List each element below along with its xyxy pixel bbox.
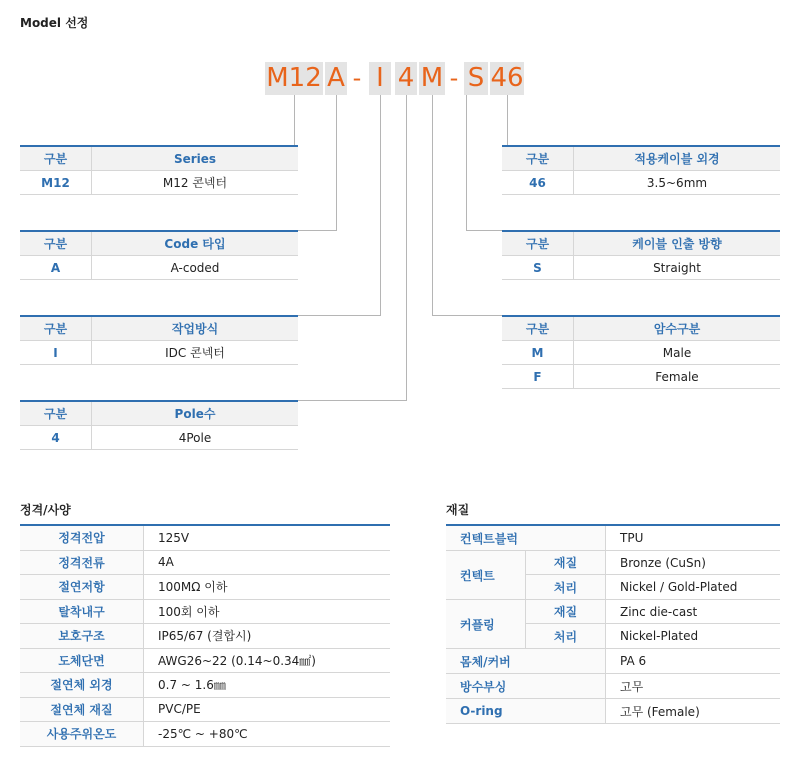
rating-value: 4A	[158, 555, 174, 570]
method-value: IDC 콘넥터	[165, 346, 225, 360]
cable-table	[502, 145, 780, 195]
series-table-h2: Series	[173, 151, 217, 166]
gender-table-header	[502, 317, 780, 341]
code-type-value: A-coded	[170, 260, 220, 275]
rating-value: IP65/67 (결합시)	[158, 629, 252, 644]
series-key: M12	[20, 171, 92, 194]
table-row	[20, 673, 390, 698]
connector-type-h	[298, 230, 337, 231]
method-table-header	[20, 317, 298, 341]
connector-direction-v	[466, 95, 467, 231]
contact-material-key: 재질	[526, 551, 606, 575]
contact-block-key: 컨텍트블럭	[446, 526, 606, 551]
code-type-table-h2: Code 타입	[164, 237, 226, 251]
table-row	[20, 600, 390, 625]
rating-value: 100MΩ 이하	[158, 580, 228, 595]
rating-value: AWG26~22 (0.14~0.34㎟)	[158, 653, 316, 668]
code-type: A	[325, 62, 347, 95]
connector-pole-h	[298, 400, 407, 401]
gender-table	[502, 315, 780, 389]
contact-key: 컨텍트	[446, 551, 526, 600]
contact-block-value: TPU	[606, 526, 780, 551]
code-gender: M	[420, 63, 444, 93]
series-table-header	[20, 147, 298, 171]
method-key: I	[20, 341, 92, 364]
connector-cable-v	[507, 95, 508, 145]
cable-value: 3.5~6mm	[646, 175, 708, 190]
rating-key: 절연저항	[20, 575, 144, 599]
gender-key-male: M	[502, 341, 574, 364]
connector-direction-h	[466, 230, 502, 231]
rating-key: 도체단면	[20, 649, 144, 673]
code-cable: 46	[490, 63, 524, 93]
gender-key-female: F	[502, 365, 574, 388]
pole-table-header	[20, 402, 298, 426]
code-type-table-header	[20, 232, 298, 256]
rating-key: 보호구조	[20, 624, 144, 648]
table-row	[502, 256, 780, 280]
table-row	[20, 722, 390, 747]
material-section-title: 재질	[446, 503, 470, 517]
table-row	[20, 624, 390, 649]
code-type-key: A	[20, 256, 92, 279]
table-row	[20, 698, 390, 723]
coupling-material-value: Zinc die-cast	[606, 600, 780, 624]
gender-table-h1: 구분	[502, 317, 574, 340]
table-row	[502, 365, 780, 389]
table-row	[20, 526, 390, 551]
method-table-h2: 작업방식	[171, 322, 219, 336]
direction-table-h2: 케이블 인출 방향	[632, 237, 722, 251]
rating-key: 탈착내구	[20, 600, 144, 624]
code-series: M12	[266, 63, 322, 93]
connector-gender-v	[432, 95, 433, 316]
code-method: I	[369, 62, 391, 95]
rating-key: 절연체 외경	[20, 673, 144, 697]
pole-table-h1: 구분	[20, 402, 92, 425]
oring-key: O-ring	[446, 699, 606, 724]
rating-value: PVC/PE	[158, 702, 201, 717]
cable-key: 46	[502, 171, 574, 194]
contact-treatment-value: Nickel / Gold-Plated	[606, 575, 780, 600]
direction-table-h1: 구분	[502, 232, 574, 255]
body-key: 몸체/커버	[446, 649, 606, 674]
rating-value: 100회 이하	[158, 604, 220, 619]
cable-table-h1: 구분	[502, 147, 574, 170]
rating-table	[20, 524, 390, 747]
rating-section-title: 정격/사양	[20, 503, 71, 517]
coupling-treatment-key: 처리	[526, 624, 606, 649]
code-type-table	[20, 230, 298, 280]
connector-series-v	[294, 95, 295, 145]
pole-table-h2: Pole수	[174, 407, 216, 421]
direction-key: S	[502, 256, 574, 279]
connector-method-h	[298, 315, 381, 316]
direction-table-header	[502, 232, 780, 256]
table-row	[20, 171, 298, 195]
code-separator-2: -	[449, 64, 459, 92]
method-table	[20, 315, 298, 365]
table-row	[20, 649, 390, 674]
table-row	[20, 341, 298, 365]
gender-value-female: Female	[655, 369, 699, 384]
connector-pole-v	[406, 95, 407, 401]
code-type-table-h1: 구분	[20, 232, 92, 255]
pole-key: 4	[20, 426, 92, 449]
connector-gender-h	[432, 315, 502, 316]
cable-table-header	[502, 147, 780, 171]
gender-table-h2: 암수구분	[653, 322, 701, 336]
rating-key: 정격전압	[20, 526, 144, 550]
model-section-title: Model 선정	[20, 16, 89, 30]
direction-table	[502, 230, 780, 280]
body-value: PA 6	[606, 649, 780, 674]
direction-value: Straight	[653, 260, 701, 275]
oring-value: 고무 (Female)	[606, 699, 780, 724]
gender-value-male: Male	[662, 345, 692, 360]
table-row	[20, 575, 390, 600]
code-pole: 4	[395, 62, 417, 95]
series-table	[20, 145, 298, 195]
rating-value: -25℃ ~ +80℃	[158, 726, 248, 741]
rating-value: 0.7 ~ 1.6㎜	[158, 678, 226, 693]
table-row	[20, 256, 298, 280]
pole-table	[20, 400, 298, 450]
rating-key: 정격전류	[20, 551, 144, 575]
coupling-key: 커플링	[446, 600, 526, 649]
coupling-treatment-value: Nickel-Plated	[606, 624, 780, 649]
series-value: M12 콘넥터	[162, 176, 228, 190]
seal-key: 방수부싱	[446, 674, 606, 699]
connector-method-v	[380, 95, 381, 316]
code-separator-1: -	[352, 64, 362, 92]
table-row	[20, 551, 390, 576]
method-table-h1: 구분	[20, 317, 92, 340]
seal-value: 고무	[606, 674, 780, 699]
contact-material-value: Bronze (CuSn)	[606, 551, 780, 575]
series-table-h1: 구분	[20, 147, 92, 170]
table-row	[502, 341, 780, 365]
pole-value: 4Pole	[178, 430, 212, 445]
table-row	[502, 171, 780, 195]
contact-treatment-key: 처리	[526, 575, 606, 600]
cable-table-h2: 적용케이블 외경	[634, 152, 720, 166]
code-direction: S	[464, 62, 488, 95]
coupling-material-key: 재질	[526, 600, 606, 624]
rating-value: 125V	[158, 530, 190, 545]
rating-key: 사용주위온도	[20, 722, 144, 746]
connector-type-v	[336, 95, 337, 231]
rating-key: 절연체 재질	[20, 698, 144, 722]
material-table	[446, 524, 780, 723]
table-row	[20, 426, 298, 450]
